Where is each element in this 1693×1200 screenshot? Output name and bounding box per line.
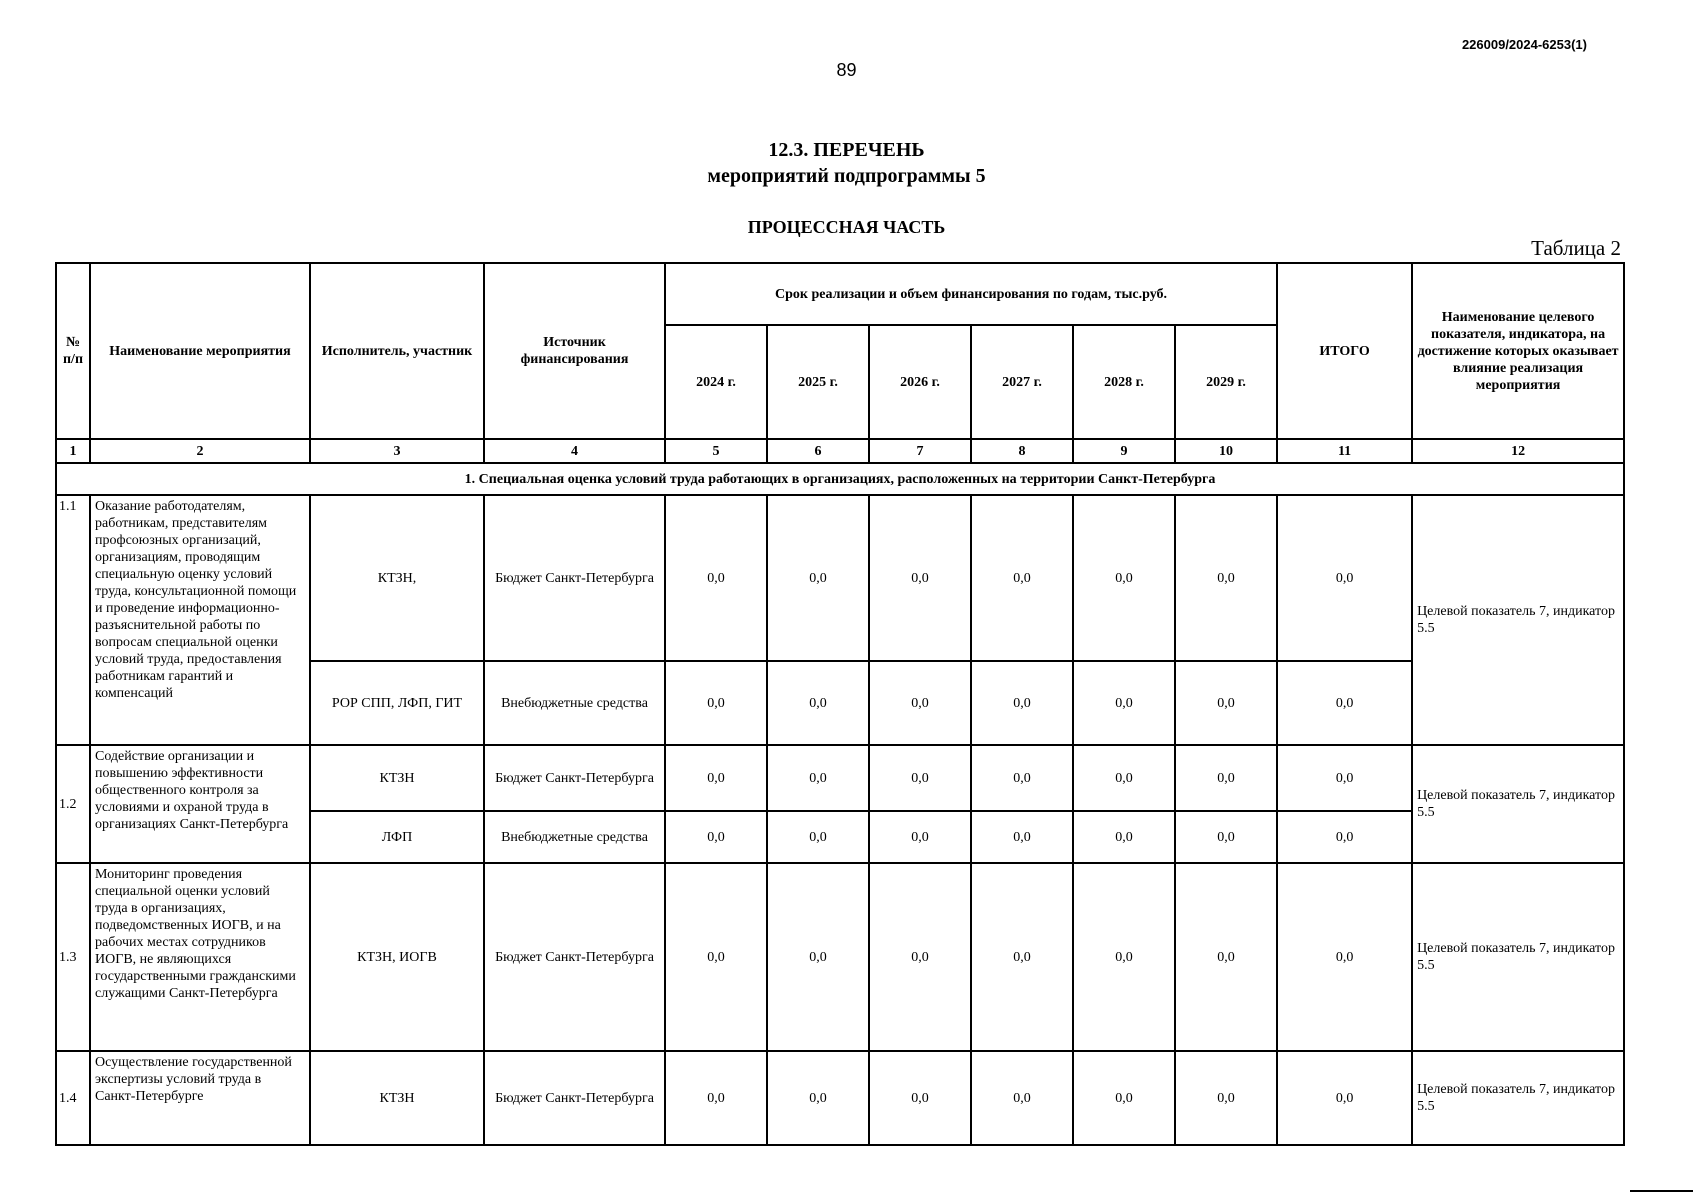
column-number: 7 — [869, 439, 971, 463]
document-title-line2: мероприятий подпрограммы 5 — [707, 165, 986, 187]
value-cell: 0,0 — [665, 863, 767, 1051]
header-source: Источник финансирования — [484, 263, 665, 439]
value-cell: 0,0 — [1175, 811, 1277, 863]
total-cell: 0,0 — [1277, 745, 1412, 811]
value-cell: 0,0 — [1073, 1051, 1175, 1145]
value-cell: 0,0 — [665, 745, 767, 811]
executor-cell: ЛФП — [310, 811, 484, 863]
total-cell: 0,0 — [1277, 863, 1412, 1051]
scan-artifact — [1630, 1190, 1693, 1192]
row-number: 1.3 — [56, 863, 90, 1051]
header-year: 2027 г. — [971, 325, 1073, 439]
table-row — [56, 1051, 1624, 1145]
source-cell: Бюджет Санкт-Петербурга — [484, 495, 665, 661]
value-cell: 0,0 — [1073, 811, 1175, 863]
value-cell: 0,0 — [665, 1051, 767, 1145]
value-cell: 0,0 — [1073, 661, 1175, 745]
source-cell: Бюджет Санкт-Петербурга — [484, 745, 665, 811]
column-number: 3 — [310, 439, 484, 463]
page-number: 89 — [836, 60, 857, 80]
activity-name: Оказание работодателям, работникам, представителям профсоюзных организаций, организациям, проводящим специальную оценку условий труда, консультационной помощи и проведение информационно-разъяснительной работы по вопросам специальной оценки условий труда, предоставления работникам гарантий и компенсаций — [90, 495, 310, 745]
section-title: 1. Специальная оценка условий труда работающих в организациях, расположенных на территории Санкт-Петербурга — [56, 463, 1624, 495]
total-cell: 0,0 — [1277, 1051, 1412, 1145]
value-cell: 0,0 — [665, 495, 767, 661]
value-cell: 0,0 — [1175, 495, 1277, 661]
value-cell: 0,0 — [1175, 863, 1277, 1051]
column-number: 11 — [1277, 439, 1412, 463]
target-cell: Целевой показатель 7, индикатор 5.5 — [1412, 495, 1624, 745]
row-number: 1.1 — [56, 495, 90, 745]
value-cell: 0,0 — [767, 811, 869, 863]
value-cell: 0,0 — [767, 1051, 869, 1145]
executor-cell: КТЗН, ИОГВ — [310, 863, 484, 1051]
value-cell: 0,0 — [971, 811, 1073, 863]
document-title: 12.3. ПЕРЕЧЕНЬ — [768, 139, 925, 161]
value-cell: 0,0 — [1073, 495, 1175, 661]
activity-name: Содействие организации и повышению эффективности общественного контроля за условиями и охраной труда в организациях Санкт-Петербурга — [90, 745, 310, 863]
header-period: Срок реализации и объем финансирования по годам, тыс.руб. — [665, 263, 1277, 325]
value-cell: 0,0 — [767, 745, 869, 811]
registration-number: 226009/2024-6253(1) — [1461, 37, 1587, 52]
header-year: 2026 г. — [869, 325, 971, 439]
header-year: 2025 г. — [767, 325, 869, 439]
value-cell: 0,0 — [869, 1051, 971, 1145]
table-row — [56, 495, 1624, 661]
source-cell: Бюджет Санкт-Петербурга — [484, 1051, 665, 1145]
source-cell: Внебюджетные средства — [484, 811, 665, 863]
total-cell: 0,0 — [1277, 661, 1412, 745]
value-cell: 0,0 — [665, 661, 767, 745]
column-number: 1 — [56, 439, 90, 463]
executor-cell: КТЗН, — [310, 495, 484, 661]
source-cell: Внебюджетные средства — [484, 661, 665, 745]
executor-cell: РОР СПП, ЛФП, ГИТ — [310, 661, 484, 745]
header-target: Наименование целевого показателя, индикатора, на достижение которых оказывает влияние реализация мероприятия — [1412, 263, 1624, 439]
value-cell: 0,0 — [869, 863, 971, 1051]
value-cell: 0,0 — [767, 863, 869, 1051]
column-number: 8 — [971, 439, 1073, 463]
value-cell: 0,0 — [971, 1051, 1073, 1145]
value-cell: 0,0 — [971, 863, 1073, 1051]
executor-cell: КТЗН — [310, 745, 484, 811]
column-number: 6 — [767, 439, 869, 463]
row-number: 1.2 — [56, 745, 90, 863]
total-cell: 0,0 — [1277, 495, 1412, 661]
value-cell: 0,0 — [1175, 1051, 1277, 1145]
header-year: 2024 г. — [665, 325, 767, 439]
value-cell: 0,0 — [869, 495, 971, 661]
table-label: Таблица 2 — [1531, 236, 1621, 260]
value-cell: 0,0 — [767, 495, 869, 661]
column-number: 4 — [484, 439, 665, 463]
source-cell: Бюджет Санкт-Петербурга — [484, 863, 665, 1051]
activities-table — [55, 262, 1625, 1146]
activity-name: Осуществление государственной экспертизы условий труда в Санкт-Петербурге — [90, 1051, 310, 1145]
value-cell: 0,0 — [1175, 661, 1277, 745]
value-cell: 0,0 — [971, 495, 1073, 661]
value-cell: 0,0 — [869, 811, 971, 863]
header-total: ИТОГО — [1277, 263, 1412, 439]
table-row — [56, 745, 1624, 811]
column-number: 12 — [1412, 439, 1624, 463]
value-cell: 0,0 — [1175, 745, 1277, 811]
row-number: 1.4 — [56, 1051, 90, 1145]
header-year: 2028 г. — [1073, 325, 1175, 439]
total-cell: 0,0 — [1277, 811, 1412, 863]
value-cell: 0,0 — [971, 661, 1073, 745]
column-number: 5 — [665, 439, 767, 463]
activity-name: Мониторинг проведения специальной оценки условий труда в организациях, подведомственных ИОГВ, и на рабочих местах сотрудников ИОГВ, не являющихся государственными гражданскими служащими Санкт-Петербурга — [90, 863, 310, 1051]
value-cell: 0,0 — [869, 745, 971, 811]
column-number: 2 — [90, 439, 310, 463]
table-row — [56, 863, 1624, 1051]
header-row — [56, 263, 1624, 325]
document-subtitle: ПРОЦЕССНАЯ ЧАСТЬ — [747, 217, 946, 237]
value-cell: 0,0 — [665, 811, 767, 863]
value-cell: 0,0 — [1073, 863, 1175, 1051]
column-numbers-row — [56, 439, 1624, 463]
header-year: 2029 г. — [1175, 325, 1277, 439]
header-num: № п/п — [56, 263, 90, 439]
header-executor: Исполнитель, участник — [310, 263, 484, 439]
value-cell: 0,0 — [767, 661, 869, 745]
target-cell: Целевой показатель 7, индикатор 5.5 — [1412, 745, 1624, 863]
target-cell: Целевой показатель 7, индикатор 5.5 — [1412, 1051, 1624, 1145]
executor-cell: КТЗН — [310, 1051, 484, 1145]
value-cell: 0,0 — [869, 661, 971, 745]
section-row — [56, 463, 1624, 495]
value-cell: 0,0 — [971, 745, 1073, 811]
target-cell: Целевой показатель 7, индикатор 5.5 — [1412, 863, 1624, 1051]
header-name: Наименование мероприятия — [90, 263, 310, 439]
column-number: 9 — [1073, 439, 1175, 463]
column-number: 10 — [1175, 439, 1277, 463]
value-cell: 0,0 — [1073, 745, 1175, 811]
